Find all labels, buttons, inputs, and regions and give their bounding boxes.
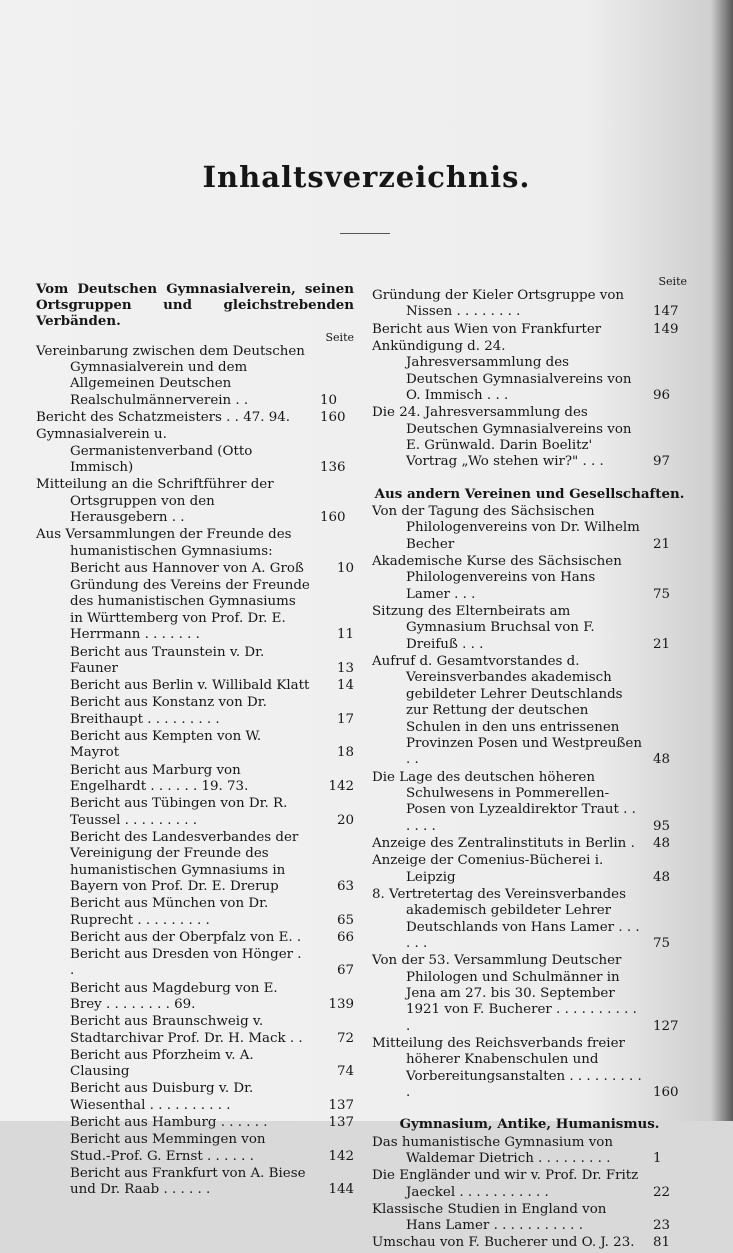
toc-entry-title: 8. Vertretertag des Vereinsverbandes akademisch gebildeter Lehrer Deutschlands von Hans Lamer . . . . . .: [372, 886, 640, 951]
toc-entry-page: 142: [328, 1148, 354, 1164]
toc-entry-title: Bericht des Schatzmeisters . . 47. 94.: [36, 410, 291, 426]
section-heading-andere-vereine: Aus andern Vereinen und Gesellschaften.: [374, 485, 685, 502]
toc-entry-page: 14: [336, 678, 354, 694]
toc-list-andere-vereine: [372, 504, 687, 1102]
toc-entry-page: 137: [328, 1115, 354, 1131]
toc-entry-title: Bericht aus der Oberpfalz von E. .: [70, 929, 302, 945]
toc-entry-title: Bericht aus Duisburg v. Dr. Wiesenthal . . . . . . . . . .: [70, 1081, 254, 1113]
toc-entry-title: Die Lage des deutschen höheren Schulwesens in Pommerellen-Posen von Lyzealdirektor Traut . . . . . .: [372, 769, 636, 834]
toc-entry-title: Bericht aus Marburg von Engelhardt . . . . . . 19. 73.: [70, 762, 249, 794]
toc-entry: [70, 729, 354, 762]
toc-entry: Umschau von F. Bucherer und O. J. 23. 81: [372, 1235, 671, 1251]
toc-entry-title: Klassische Studien in England von Hans Lamer . . . . . . . . . . .: [372, 1201, 607, 1234]
section-heading-gymnasium-antike: Gymnasium, Antike, Humanismus.: [399, 1116, 660, 1133]
toc-entry-title: Akademische Kurse des Sächsischen Philologenvereins von Hans Lamer . . .: [372, 553, 622, 602]
left-column: [36, 277, 354, 1199]
toc-entry: Die 24. Jahresversammlung des Deutschen Gymnasialvereins von E. Grünwald. Darin Boelitz' Vortrag „Wo stehen wir?" . . . 97: [372, 405, 671, 470]
toc-entry: [70, 695, 354, 728]
toc-entry-title: Aus Versammlungen der Freunde des humanistischen Gymnasiums:: [36, 527, 292, 559]
toc-entry: [70, 561, 354, 577]
toc-entry: [70, 1048, 354, 1081]
toc-entry: [70, 796, 354, 829]
toc-entry-page: 17: [336, 711, 354, 727]
toc-entry: Bericht des Schatzmeisters . . 47. 94. 160: [36, 410, 346, 426]
toc-entry-title: Anzeige des Zentralinstituts in Berlin .: [372, 835, 635, 851]
toc-entry-title: Von der 53. Versammlung Deutscher Philologen und Schulmänner in Jena am 27. bis 30. September 1921 von F. Bucherer . . . . . . . . . . .: [372, 953, 637, 1034]
toc-entry-title: Von der Tagung des Sächsischen Philologenvereins von Dr. Wilhelm Becher: [372, 503, 640, 552]
toc-entry-title: Mitteilung des Reichsverbands freier höherer Knabenschulen und Vorbereitungsanstalten . . . . . . . . . .: [372, 1036, 642, 1101]
toc-entry: Gründung der Kieler Ortsgruppe von Nissen . . . . . . . . 147: [372, 288, 679, 320]
toc-entry: Akademische Kurse des Sächsischen Philologenvereins von Hans Lamer . . . 75: [372, 553, 671, 602]
toc-entry: Gymnasialverein u. Germanistenverband (Otto Immisch) 136: [36, 427, 346, 476]
toc-entry: Von der 53. Versammlung Deutscher Philologen und Schulmänner in Jena am 27. bis 30. September 1921 von F. Bucherer . . . . . . . . . . . 127: [372, 953, 679, 1034]
toc-entry: [70, 1115, 354, 1131]
toc-entry: Von der Tagung des Sächsischen Philologenvereins von Dr. Wilhelm Becher 21: [372, 503, 671, 552]
toc-entry-title: Bericht aus Konstanz von Dr. Breithaupt . . . . . . . . .: [70, 695, 267, 727]
toc-entry-title: Bericht aus Hannover von A. Groß: [70, 560, 304, 576]
toc-entry-title: Bericht aus Pforzheim v. A. Clausing: [70, 1047, 254, 1080]
toc-entry: Bericht aus Wien von Frankfurter 149: [372, 321, 679, 337]
toc-entry-title: Bericht aus Dresden von Hönger . .: [70, 946, 302, 979]
right-column: [372, 275, 687, 1253]
toc-entry-title: Bericht aus Frankfurt von A. Biese und Dr. Raab . . . . . .: [70, 1165, 306, 1198]
toc-entry-page: 65: [336, 912, 354, 928]
toc-entry: Aufruf d. Gesamtvorstandes d. Vereinsverbandes akademisch gebildeter Lehrer Deutschlands zur Rettung der deutschen Schulen in den uns entrissenen Provinzen Posen und Westpreußen . . 48: [372, 653, 671, 768]
toc-entry-title: Bericht aus Memmingen von Stud.-Prof. G. Ernst . . . . . .: [70, 1132, 266, 1164]
toc-entry-page: 72: [336, 1030, 354, 1046]
toc-entry-page: 66: [336, 929, 354, 945]
title-divider: [340, 233, 390, 234]
toc-entry: Mitteilung des Reichsverbands freier höherer Knabenschulen und Vorbereitungsanstalten . . . . . . . . . . 160: [372, 1036, 679, 1101]
toc-sublist-versammlungen: [36, 561, 354, 1199]
toc-entry: Anzeige der Comenius-Bücherei i. Leipzig 48: [372, 853, 671, 885]
toc-entry: Das humanistische Gymnasium von Waldemar Dietrich . . . . . . . . . 1: [372, 1134, 662, 1167]
toc-entry: Sitzung des Elternbeirats am Gymnasium Bruchsal von F. Dreifuß . . . 21: [372, 603, 671, 652]
toc-entry: [70, 645, 354, 678]
toc-entry: [70, 947, 354, 980]
toc-entry-page: 10: [336, 560, 354, 576]
toc-entry-title: Bericht aus Magdeburg von E. Brey . . . . . . . . 69.: [70, 980, 278, 1012]
toc-entry: [36, 527, 354, 560]
toc-entry-title: Bericht aus Traunstein v. Dr. Fauner: [70, 644, 265, 676]
toc-entry: 8. Vertretertag des Vereinsverbandes akademisch gebildeter Lehrer Deutschlands von Hans Lamer . . . . . . 75: [372, 886, 671, 951]
toc-list-right-top: [372, 288, 687, 471]
toc-entry-page: 137: [328, 1097, 354, 1113]
toc-entry: [70, 830, 354, 896]
toc-entry: Ankündigung d. 24. Jahresversammlung des Deutschen Gymnasialvereins von O. Immisch . . . 96: [372, 338, 671, 404]
toc-entry: Anzeige des Zentralinstituts in Berlin . 48: [372, 835, 671, 851]
toc-entry-title: Die 24. Jahresversammlung des Deutschen Gymnasialvereins von E. Grünwald. Darin Boelitz' Vortrag „Wo stehen wir?" . . .: [372, 405, 632, 470]
toc-entry: [70, 981, 354, 1014]
toc-entry: Mitteilung an die Schriftführer der Ortsgruppen von den Herausgebern . . 160: [36, 477, 346, 526]
toc-entry-title: Bericht aus Kempten von W. Mayrot: [70, 728, 262, 761]
toc-entry-title: Aufruf d. Gesamtvorstandes d. Vereinsverbandes akademisch gebildeter Lehrer Deutschlands zur Rettung der deutschen Schulen in den uns entrissenen Provinzen Posen und Westpreußen . .: [372, 653, 642, 768]
toc-entry: Klassische Studien in England von Hans Lamer . . . . . . . . . . . 23: [372, 1201, 671, 1234]
page-column-label: Seite: [325, 330, 354, 344]
toc-entry-title: Mitteilung an die Schriftführer der Ortsgruppen von den Herausgebern . .: [36, 477, 274, 526]
toc-entry-title: Bericht aus Hamburg . . . . . .: [70, 1115, 268, 1131]
page-column-label-right: Seite: [658, 275, 687, 288]
toc-entry: [70, 896, 354, 929]
toc-entry-title: Ankündigung d. 24. Jahresversammlung des Deutschen Gymnasialvereins von O. Immisch . . .: [372, 338, 632, 404]
toc-entry-page: 20: [336, 812, 354, 828]
page-title: Inhaltsverzeichnis.: [202, 160, 531, 194]
toc-entry: [70, 930, 354, 946]
toc-entry: [70, 678, 354, 694]
toc-entry-title: Sitzung des Elternbeirats am Gymnasium Bruchsal von F. Dreifuß . . .: [372, 603, 595, 652]
toc-entry-title: Die Engländer und wir v. Prof. Dr. Fritz Jaeckel . . . . . . . . . . .: [372, 1168, 639, 1200]
toc-entry-title: Bericht aus Berlin v. Willibald Klatt: [70, 678, 310, 694]
toc-entry: [70, 1014, 354, 1047]
toc-entry-title: Gründung der Kieler Ortsgruppe von Nissen . . . . . . . .: [372, 288, 625, 320]
toc-entry-title: Bericht aus Tübingen von Dr. R. Teussel . . . . . . . . .: [70, 796, 288, 828]
toc-entry-page: 139: [328, 997, 354, 1012]
toc-entry-page: 67: [336, 963, 354, 979]
toc-entry-title: Das humanistische Gymnasium von Waldemar Dietrich . . . . . . . . .: [372, 1134, 613, 1167]
toc-entry-title: Bericht aus Wien von Frankfurter: [372, 321, 602, 337]
toc-entry-title: Bericht aus Braunschweig v. Stadtarchivar Prof. Dr. H. Mack . .: [70, 1014, 303, 1046]
toc-entry-title: Bericht des Landesverbandes der Vereinigung der Freunde des humanistischen Gymnasiums in Bayern von Prof. Dr. E. Drerup: [70, 829, 299, 894]
toc-entry-title: Anzeige der Comenius-Bücherei i. Leipzig: [372, 853, 604, 885]
toc-entry-page: 18: [336, 745, 354, 761]
toc-entry: [70, 1081, 354, 1114]
toc-entry-page: 11: [336, 627, 354, 643]
toc-entry-page: 142: [328, 778, 354, 794]
toc-entry: Vereinbarung zwischen dem Deutschen Gymnasialverein und dem Allgemeinen Deutschen Realschulmännerverein . . 10: [36, 343, 338, 408]
toc-list-gymnasium-antike: [372, 1135, 687, 1252]
toc-list-left: [36, 344, 354, 560]
toc-entry: [70, 1166, 354, 1199]
toc-entry-page: 13: [336, 660, 354, 676]
toc-entry-title: Gründung des Vereins der Freunde des humanistischen Gymnasiums in Württemberg von Prof. Dr. E. Herrmann . . . . . . .: [70, 578, 310, 643]
toc-entry: [70, 578, 354, 644]
toc-entry: [70, 763, 354, 796]
toc-entry-title: Gymnasialverein u. Germanistenverband (Otto Immisch): [36, 427, 253, 476]
toc-entry-title: Umschau von F. Bucherer und O. J. 23.: [372, 1235, 635, 1251]
toc-entry: Die Engländer und wir v. Prof. Dr. Fritz Jaeckel . . . . . . . . . . . 22: [372, 1168, 671, 1200]
toc-entry-title: Vereinbarung zwischen dem Deutschen Gymnasialverein und dem Allgemeinen Deutschen Realschulmännerverein . .: [36, 343, 305, 408]
toc-entry: Die Lage des deutschen höheren Schulwesens in Pommerellen-Posen von Lyzealdirektor Traut . . . . . . 95: [372, 769, 671, 834]
toc-entry-page: 74: [336, 1064, 354, 1080]
section-heading-gymnasialverein: Vom Deutschen Gymnasialverein, seinen Ortsgruppen und gleichstrebenden Verbänden.: [36, 281, 354, 330]
toc-entry-title: Bericht aus München von Dr. Ruprecht . . . . . . . . .: [70, 896, 269, 928]
toc-entry: [70, 1132, 354, 1165]
toc-entry-page: 63: [336, 878, 354, 894]
toc-entry-page: 144: [328, 1182, 354, 1198]
